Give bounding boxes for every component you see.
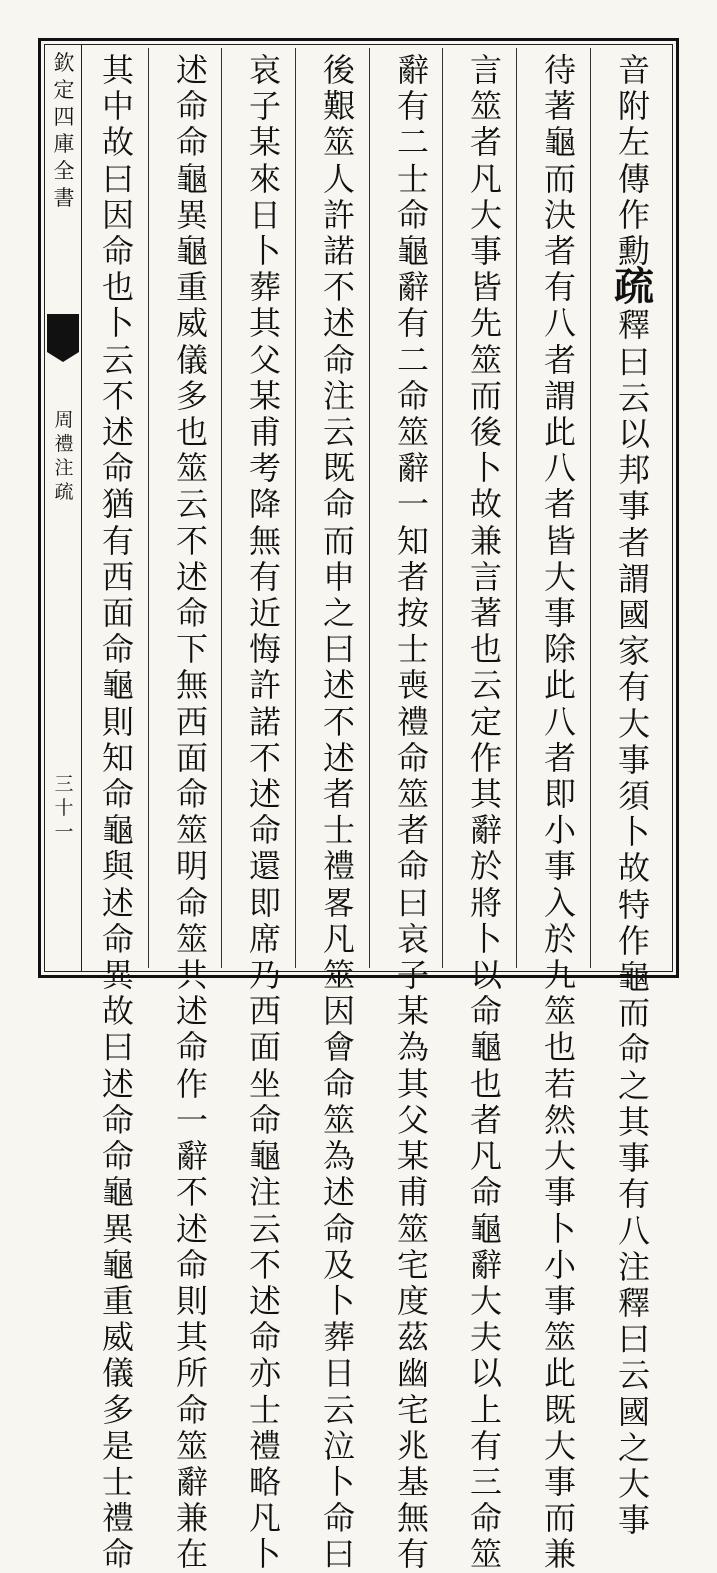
book-title: 欽定四庫全書: [53, 51, 75, 210]
column-1-rest: 釋曰云以邦事者謂國家有大事須卜故特作龜而命之其事有八注釋曰云國之大事: [617, 306, 650, 1540]
text-column-4: 辭有二士命龜辭有二命筮辭一知者按士喪禮命筮者命曰哀子某為其父某甫筮宅度茲幽宅兆基無有: [396, 51, 429, 1573]
column-rule: [148, 48, 149, 968]
text-column-8: 其中故曰因命也卜云不述命猶有西面命龜則知命龜與述命異故曰述命命龜異龜重威儀多是士禮命: [101, 51, 134, 1573]
column-rule: [369, 48, 370, 968]
text-column-1: [614, 52, 654, 1538]
text-column-6: 哀子某來日卜葬其父某甫考降無有近悔許諾不述命還即席乃西面坐命龜注云不述命亦士禮略凡卜: [248, 51, 281, 1573]
fish-tail-mark: [47, 314, 79, 352]
text-column-5: 後艱筮人許諾不述命注云既命而申之曰述不述者士禮畧凡筮因會命筮為述命及卜葬日云泣卜命曰: [322, 51, 355, 1573]
column-rule: [516, 48, 517, 968]
text-column-2: 待著龜而決者有八者謂此八者皆大事除此八者即小事入於九筮也若然大事卜小事筮此既大事而兼: [543, 51, 576, 1573]
page-number: 三十一: [54, 773, 74, 843]
chapter-title: 周禮注疏: [54, 409, 74, 503]
column-1-lead: 音附左傳作勳: [617, 51, 650, 271]
shu-commentary-marker: 疏: [614, 263, 654, 311]
column-rule: [442, 48, 443, 968]
column-rule: [221, 48, 222, 968]
text-column-3: 言筮者凡大事皆先筮而後卜故兼言著也云定作其辭於將卜以命龜也者凡命龜辭大夫以上有三命筮: [469, 51, 502, 1573]
column-rule: [590, 48, 591, 968]
text-column-7: 述命命龜異龜重威儀多也筮云不述命下無西面命筮明命筮共述命作一辭不述命則其所命筮辭兼在: [175, 51, 208, 1573]
column-rule: [295, 48, 296, 968]
